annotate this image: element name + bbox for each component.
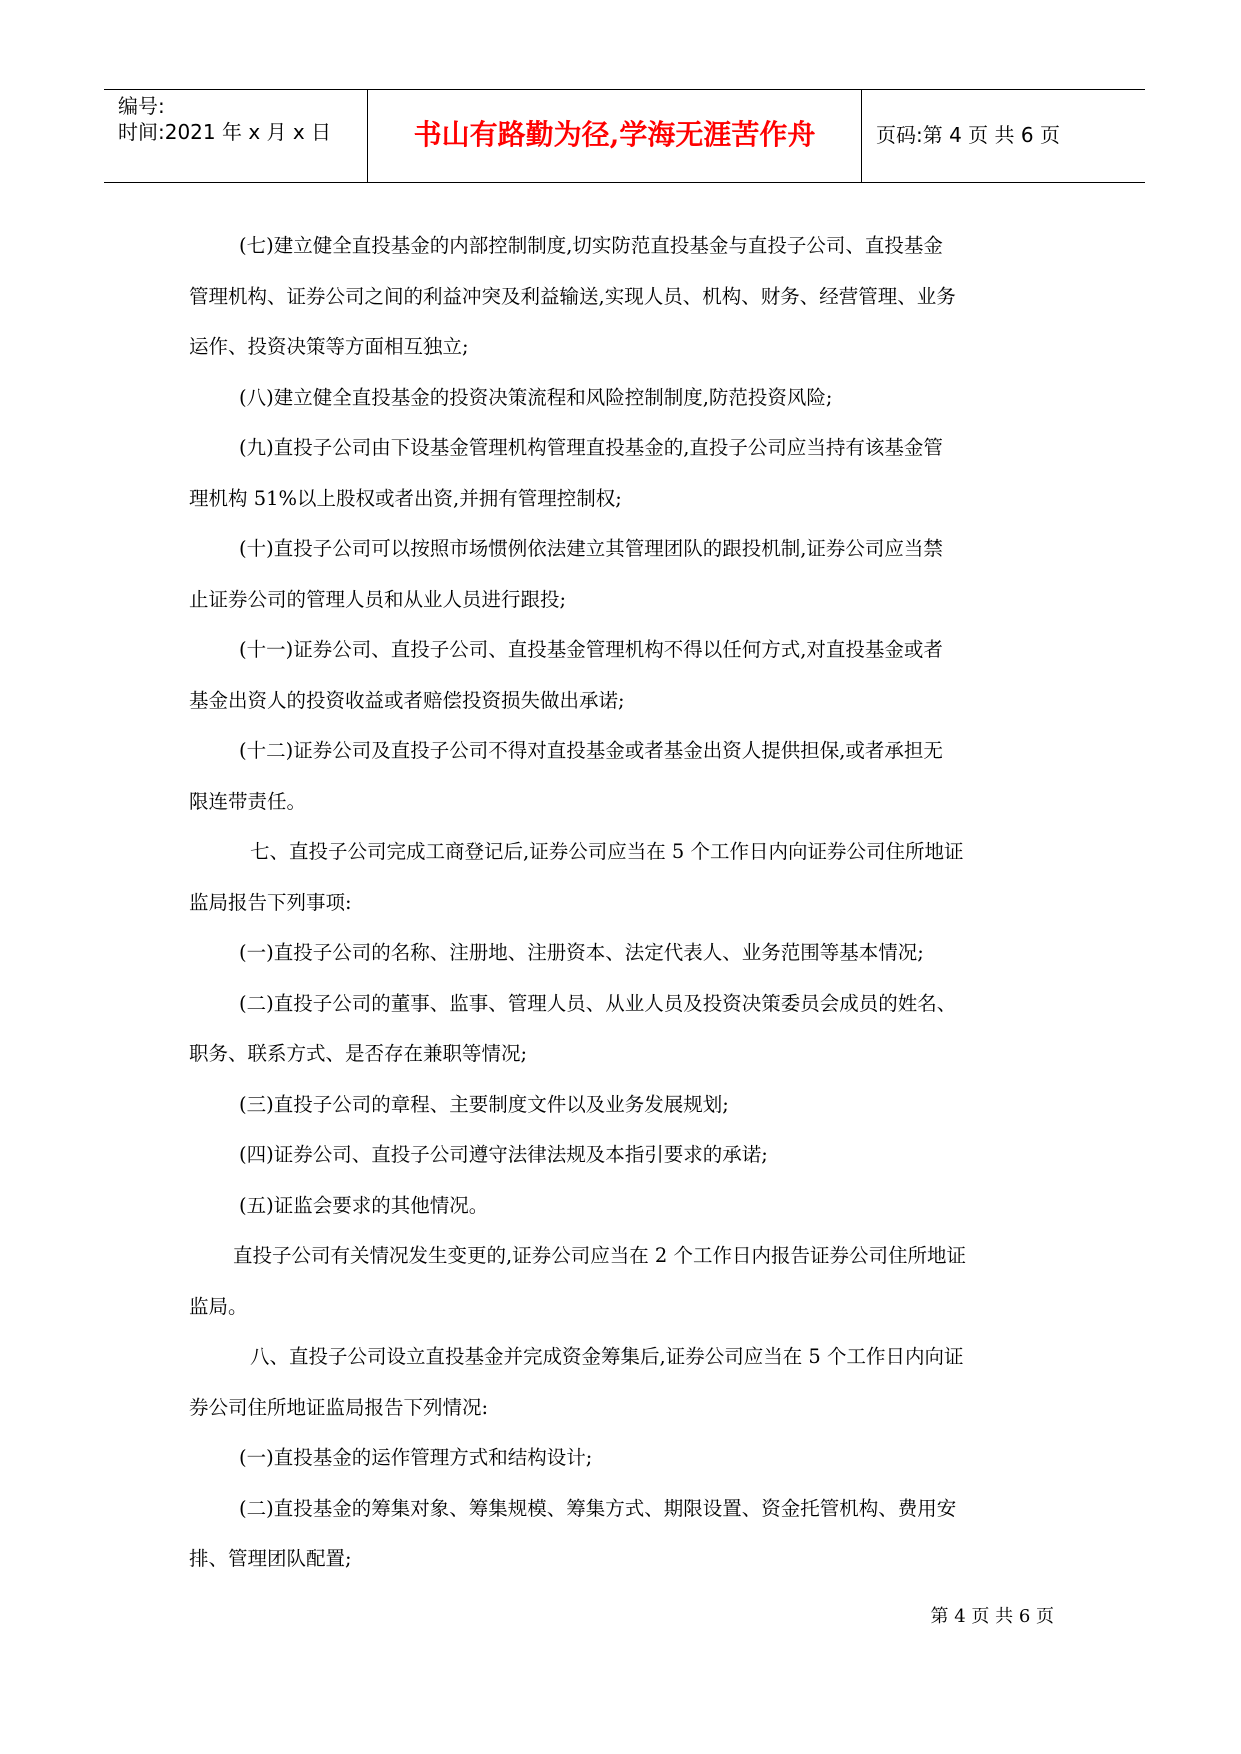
body-line: 职务、联系方式、是否存在兼职等情况; [189,1042,528,1065]
body-line: (五)证监会要求的其他情况。 [239,1194,489,1217]
body-line: 止证券公司的管理人员和从业人员进行跟投; [189,588,567,611]
header-page-code: 页码:第 4 页 共 6 页 [876,123,1060,147]
body-line: (一)直投子公司的名称、注册地、注册资本、法定代表人、业务范围等基本情况; [239,941,924,964]
page-footer: 第 4 页 共 6 页 [930,1606,1054,1627]
body-line: 管理机构、证券公司之间的利益冲突及利益输送,实现人员、机构、财务、经营管理、业务 [189,285,956,308]
header-info-cell [104,90,368,182]
body-line: 理机构 51%以上股权或者出资,并拥有管理控制权; [189,487,622,510]
body-line: (二)直投基金的筹集对象、筹集规模、筹集方式、期限设置、资金托管机构、费用安 [239,1497,957,1520]
body-line: (九)直投子公司由下设基金管理机构管理直投基金的,直投子公司应当持有该基金管 [239,436,943,459]
body-line: (三)直投子公司的章程、主要制度文件以及业务发展规划; [239,1093,729,1116]
document-time-label: 时间:2021 年 x 月 x 日 [118,120,332,144]
header-motto: 书山有路勤为径,学海无涯苦作舟 [413,118,816,151]
body-line: 直投子公司有关情况发生变更的,证券公司应当在 2 个工作日内报告证券公司住所地证 [233,1244,967,1267]
body-line: (十)直投子公司可以按照市场惯例依法建立其管理团队的跟投机制,证券公司应当禁 [239,537,943,560]
body-line: 排、管理团队配置; [189,1547,352,1570]
body-line: 七、直投子公司完成工商登记后,证券公司应当在 5 个工作日内向证券公司住所地证 [250,840,964,863]
document-header [104,89,1145,183]
body-line: (十二)证券公司及直投子公司不得对直投基金或者基金出资人提供担保,或者承担无 [239,739,943,762]
body-line: 监局。 [189,1295,248,1318]
body-line: (七)建立健全直投基金的内部控制制度,切实防范直投基金与直投子公司、直投基金 [239,234,943,257]
header-page-cell [862,90,1145,182]
body-line: 券公司住所地证监局报告下列情况: [189,1396,489,1419]
document-number-label: 编号: [118,94,165,118]
body-line: 八、直投子公司设立直投基金并完成资金筹集后,证券公司应当在 5 个工作日内向证 [250,1345,964,1368]
body-line: (一)直投基金的运作管理方式和结构设计; [239,1446,593,1469]
body-line: 监局报告下列事项: [189,891,352,914]
body-line: 基金出资人的投资收益或者赔偿投资损失做出承诺; [189,689,625,712]
body-line: (八)建立健全直投基金的投资决策流程和风险控制制度,防范投资风险; [239,386,833,409]
body-line: (二)直投子公司的董事、监事、管理人员、从业人员及投资决策委员会成员的姓名、 [239,992,957,1015]
body-line: 运作、投资决策等方面相互独立; [189,335,469,358]
body-line: (十一)证券公司、直投子公司、直投基金管理机构不得以任何方式,对直投基金或者 [239,638,943,661]
body-line: 限连带责任。 [189,790,307,813]
header-motto-cell [368,90,862,182]
body-line: (四)证券公司、直投子公司遵守法律法规及本指引要求的承诺; [239,1143,768,1166]
